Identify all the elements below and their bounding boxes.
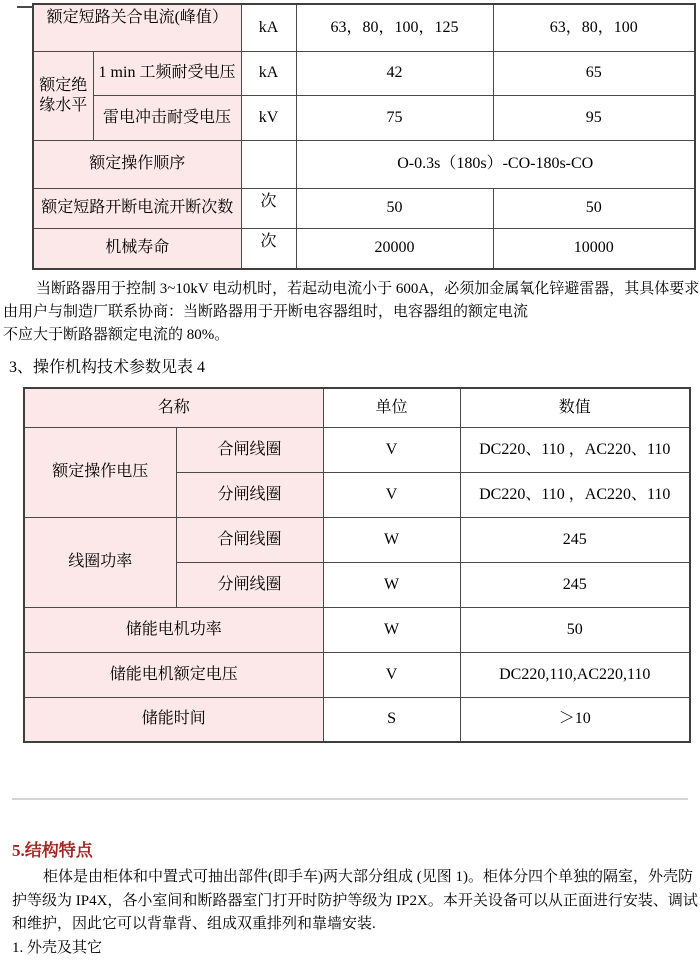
unit-cell: V xyxy=(323,652,460,697)
value-cell: DC220、110 ，AC220、110 xyxy=(460,427,690,472)
param-label-cell: 分闸线圈 xyxy=(176,562,323,607)
param-label-cell: 分闸线圈 xyxy=(176,472,323,517)
structure-line: 和维护，因此它可以背靠背、组成双重排列和靠墙安装. xyxy=(12,916,376,932)
note-line: 当断路器用于控制 3~10kV 电动机时，若起动电流小于 600A，必须加金属氧化锌避雷器，其具体要求 xyxy=(36,281,700,297)
param-label-cell: 机械寿命 xyxy=(33,228,241,269)
unit-cell: 次 xyxy=(241,228,296,269)
table-row xyxy=(24,517,690,562)
table-row xyxy=(33,188,695,228)
operating-mechanism-table xyxy=(23,387,691,743)
section-divider xyxy=(12,798,688,800)
value-cell: DC220,110,AC220,110 xyxy=(460,652,690,697)
table-row xyxy=(24,607,690,652)
param-label-cell: 1 min 工频耐受电压 xyxy=(93,51,241,95)
value-cell: 63，80，100，125 xyxy=(296,4,493,51)
breaker-parameters-table xyxy=(32,3,696,270)
page-top-cut-line xyxy=(17,6,33,8)
param-group-cell: 额定绝缘水平 xyxy=(33,51,93,140)
unit-cell: kV xyxy=(241,95,296,140)
table-row xyxy=(33,4,695,51)
param-label-cell: 合闸线圈 xyxy=(176,517,323,562)
param-label-cell: 合闸线圈 xyxy=(176,427,323,472)
value-cell: 245 xyxy=(460,562,690,607)
param-label-cell: 额定操作顺序 xyxy=(33,140,241,188)
unit-cell xyxy=(241,140,296,188)
param-label-cell: 储能时间 xyxy=(24,697,323,742)
unit-cell: W xyxy=(323,517,460,562)
param-label-cell: 雷电冲击耐受电压 xyxy=(93,95,241,140)
value-cell: 75 xyxy=(296,95,493,140)
value-cell: 10000 xyxy=(493,228,695,269)
unit-cell: V xyxy=(323,427,460,472)
header-value-cell: 数值 xyxy=(460,388,690,427)
value-cell: ＞10 xyxy=(460,697,690,742)
param-label-cell: 储能电机额定电压 xyxy=(24,652,323,697)
section-3-heading: 3、操作机构技术参数见表 4 xyxy=(9,359,206,376)
value-cell: 42 xyxy=(296,51,493,95)
table-header-row xyxy=(24,388,690,427)
unit-cell: S xyxy=(323,697,460,742)
unit-cell: kA xyxy=(241,4,296,51)
value-cell: 50 xyxy=(493,188,695,228)
section-5-paragraph xyxy=(12,866,700,960)
value-cell: 65 xyxy=(493,51,695,95)
structure-line: 护等级为 IP4X，各小室间和断路器室门打开时防护等级为 IP2X。本开关设备可以从正面进行安装、调试 xyxy=(12,892,698,909)
value-cell: 95 xyxy=(493,95,695,140)
table-row xyxy=(33,140,695,188)
param-label-cell: 额定短路关合电流(峰值） xyxy=(33,4,241,51)
note-line: 由用户与制造厂联系协商：当断路器用于开断电容器组时，电容器组的额定电流 xyxy=(3,304,529,320)
document-page xyxy=(0,3,700,971)
unit-cell: V xyxy=(323,472,460,517)
unit-cell: kA xyxy=(241,51,296,95)
header-unit-cell: 单位 xyxy=(323,388,460,427)
value-cell: 245 xyxy=(460,517,690,562)
table-row xyxy=(24,427,690,472)
param-label-cell: 额定短路开断电流开断次数 xyxy=(33,188,241,228)
param-group-cell: 额定操作电压 xyxy=(24,427,176,517)
table-row xyxy=(24,652,690,697)
structure-line: 柜体是由柜体和中置式可抽出部件(即手车)两大部分组成 (见图 1)。柜体分四个单独的隔室，外壳防 xyxy=(43,869,693,885)
table-row xyxy=(33,95,695,140)
param-label-cell: 储能电机功率 xyxy=(24,607,323,652)
table-row xyxy=(24,697,690,742)
value-cell: O-0.3s（180s）-CO-180s-CO xyxy=(296,140,695,188)
header-name-cell: 名称 xyxy=(24,388,323,427)
value-cell: DC220、110 ，AC220、110 xyxy=(460,472,690,517)
unit-cell: W xyxy=(323,607,460,652)
value-cell: 50 xyxy=(460,607,690,652)
value-cell: 20000 xyxy=(296,228,493,269)
section-5-heading: 5.结构特点 xyxy=(12,841,93,860)
subsection-1-heading: 1. 外壳及其它 xyxy=(12,939,103,956)
param-group-cell: 线圈功率 xyxy=(24,517,176,607)
unit-cell: W xyxy=(323,562,460,607)
table-row xyxy=(33,51,695,95)
note-line: 不应大于断路器额定电流的 80%。 xyxy=(3,327,230,343)
value-cell: 50 xyxy=(296,188,493,228)
table-row xyxy=(33,228,695,269)
unit-cell: 次 xyxy=(241,188,296,228)
note-paragraph xyxy=(3,278,700,347)
value-cell: 63，80，100 xyxy=(493,4,695,51)
